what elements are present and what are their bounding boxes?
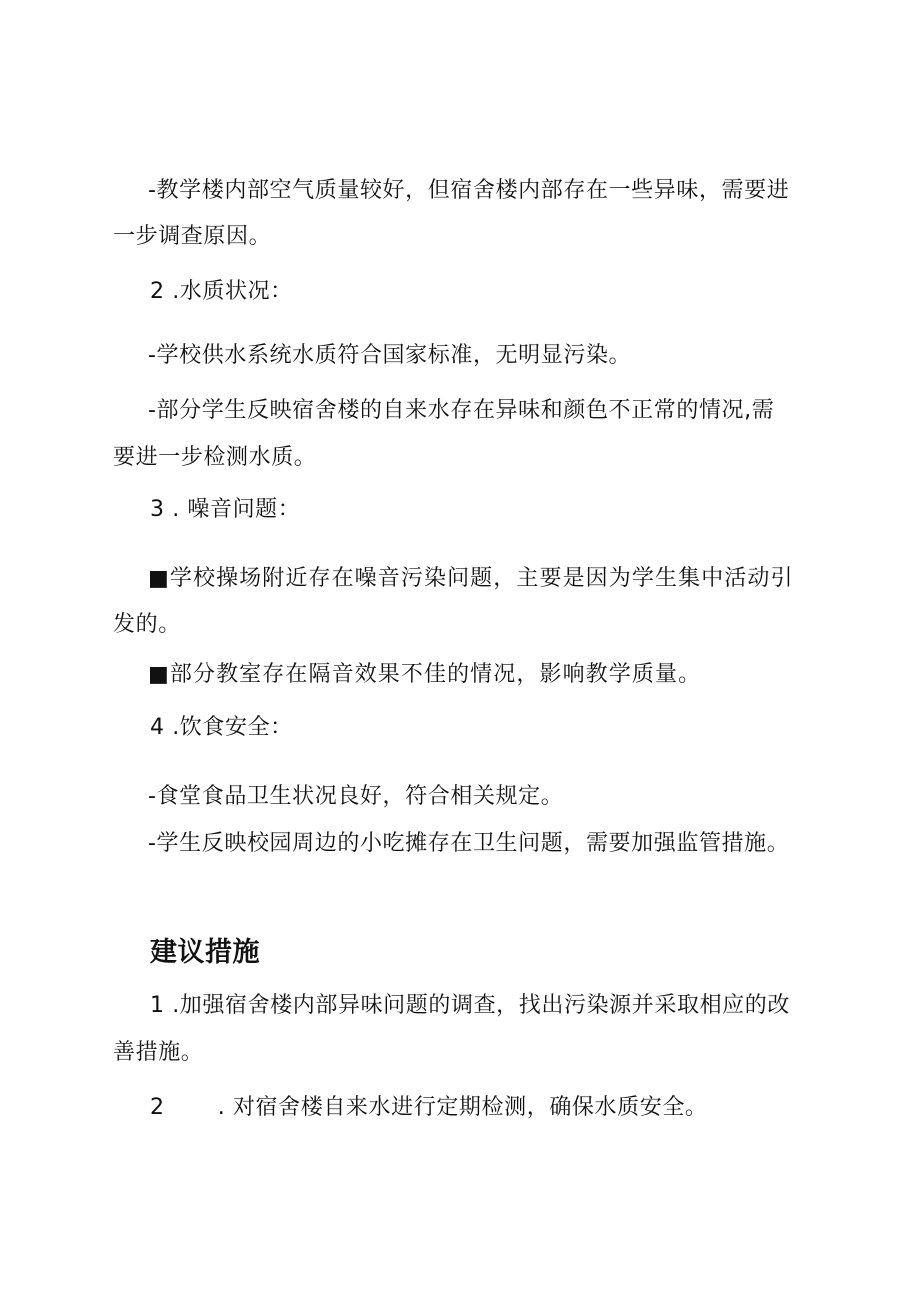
paragraph-air-quality-line1: -教学楼内部空气质量较好，但宿舍楼内部存在一些异味，需要进 (148, 178, 790, 203)
suggestion-1-line1: 1 .加强宿舍楼内部异味问题的调查，找出污染源并采取相应的改 (150, 993, 790, 1018)
paragraph-noise-playground-line1: ■学校操场附近存在噪音污染问题，主要是因为学生集中活动引 (148, 566, 794, 591)
suggestion-2: 2 . 对宿舍楼自来水进行定期检测，确保水质安全。 (150, 1095, 708, 1120)
paragraph-noise-playground-line2: 发的。 (113, 612, 181, 637)
paragraph-noise-classroom: ■部分教室存在隔音效果不佳的情况，影响教学质量。 (148, 662, 702, 687)
paragraph-water-complaint-line1: -部分学生反映宿舍楼的自来水存在异味和颜色不正常的情况,需 (148, 398, 775, 423)
list-item-heading-noise: 3 . 噪音问题： (150, 497, 301, 522)
paragraph-food-canteen: -食堂食品卫生状况良好，符合相关规定。 (148, 784, 564, 809)
paragraph-water-standard: -学校供水系统水质符合国家标准，无明显污染。 (148, 343, 632, 368)
paragraph-food-snacks: -学生反映校园周边的小吃摊存在卫生问题，需要加强监管措施。 (148, 831, 790, 856)
suggestion-1-line2: 善措施。 (113, 1040, 204, 1065)
list-item-heading-water: 2 .水质状况： (150, 279, 293, 304)
paragraph-water-complaint-line2: 要进一步检测水质。 (113, 445, 317, 470)
section-heading-suggestions: 建议措施 (150, 937, 260, 968)
paragraph-air-quality-line2: 一步调查原因。 (113, 224, 272, 249)
list-item-heading-food: 4 .饮食安全： (150, 715, 293, 740)
